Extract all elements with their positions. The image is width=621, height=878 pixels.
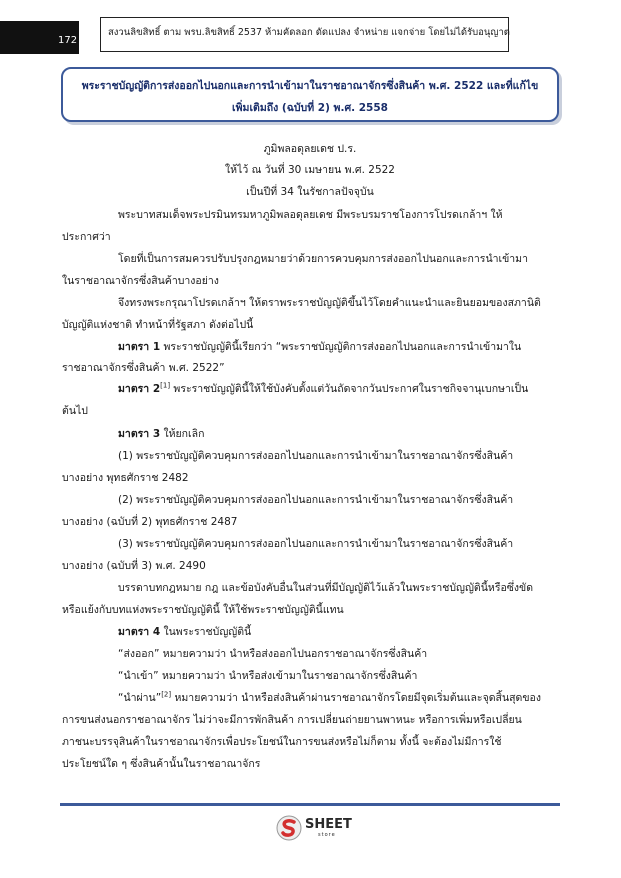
paragraph-enactment-2: บัญญัติแห่งชาติ ทำหน้าที่รัฐสภา ดังต่อไปนี้ <box>62 319 254 331</box>
sheet-store-logo-icon <box>276 815 302 841</box>
definition-transit <box>118 689 541 706</box>
section-2 <box>118 380 528 397</box>
section-2-label: มาตรา 2 <box>118 383 161 395</box>
section-3-item-3-cont: บางอย่าง (ฉบับที่ 3) พ.ศ. 2490 <box>62 560 206 572</box>
king-name: ภูมิพลอดุลยเดช ป.ร. <box>263 143 357 155</box>
paragraph-enactment-1: จึงทรงพระกรุณาโปรดเกล้าฯ ให้ตราพระราชบัญญัติขึ้นไว้โดยคำแนะนำและยินยอมของสภานิติ <box>118 297 541 309</box>
definition-export: “ส่งออก” หมายความว่า นำหรือส่งออกไปนอกราชอาณาจักรซึ่งสินค้า <box>118 648 428 660</box>
section-3-item-2: (2) พระราชบัญญัติควบคุมการส่งออกไปนอกและการนำเข้ามาในราชอาณาจักรซึ่งสินค้า <box>118 494 514 506</box>
page-number: 172 <box>58 35 78 46</box>
reign-year: เป็นปีที่ 34 ในรัชกาลปัจจุบัน <box>246 186 374 198</box>
logo-subtext: store <box>318 832 336 838</box>
paragraph-proclamation-2: ประกาศว่า <box>62 231 111 243</box>
paragraph-reason-2: ในราชอาณาจักรซึ่งสินค้าบางอย่าง <box>62 275 219 287</box>
definition-transit-text: หมายความว่า นำหรือส่งสินค้าผ่านราชอาณาจักรโดยมีจุดเริ่มต้นและจุดสิ้นสุดของ <box>174 692 541 704</box>
section-3-text: ให้ยกเลิก <box>163 428 205 440</box>
definition-import: “นำเข้า” หมายความว่า นำหรือส่งเข้ามาในราชอาณาจักรซึ่งสินค้า <box>118 670 418 682</box>
paragraph-reason-1: โดยที่เป็นการสมควรปรับปรุงกฎหมายว่าด้วยการควบคุมการส่งออกไปนอกและการนำเข้ามา <box>118 253 529 265</box>
section-4-label: มาตรา 4 <box>118 626 161 638</box>
section-1-cont: ราชอาณาจักรซึ่งสินค้า พ.ศ. 2522” <box>62 362 225 374</box>
section-3-paragraph-cont: หรือแย้งกับบทแห่งพระราชบัญญัตินี้ ให้ใช้พระราชบัญญัตินี้แทน <box>62 604 344 616</box>
copyright-notice: สงวนลิขสิทธิ์ ตาม พรบ.ลิขสิทธิ์ 2537 ห้ามคัดลอก ดัดแปลง จำหน่าย แจกจ่าย โดยไม่ได้รับอนุญาต <box>108 27 510 38</box>
section-3-item-2-cont: บางอย่าง (ฉบับที่ 2) พุทธศักราช 2487 <box>62 516 238 528</box>
section-1-text: พระราชบัญญัตินี้เรียกว่า “พระราชบัญญัติการส่งออกไปนอกและการนำเข้ามาใน <box>163 341 522 353</box>
given-date: ให้ไว้ ณ วันที่ 30 เมษายน พ.ศ. 2522 <box>225 164 395 176</box>
section-3 <box>118 425 204 442</box>
section-4 <box>118 623 251 640</box>
definition-transit-cont-3: ประโยชน์ใด ๆ ซึ่งสินค้านั้นในราชอาณาจักร <box>62 758 261 770</box>
section-3-item-1: (1) พระราชบัญญัติควบคุมการส่งออกไปนอกและการนำเข้ามาในราชอาณาจักรซึ่งสินค้า <box>118 450 514 462</box>
act-title-line-1: พระราชบัญญัติการส่งออกไปนอกและการนำเข้ามาในราชอาณาจักรซึ่งสินค้า พ.ศ. 2522 และที่แก้ไข <box>81 80 539 92</box>
definition-transit-cont-2: ภาชนะบรรจุสินค้าในราชอาณาจักรเพื่อประโยชน์ในการขนส่งหรือไม่ก็ตาม ทั้งนี้ จะต้องไม่มีการใช้ <box>62 736 502 748</box>
footnote-ref-1[interactable]: [1] <box>160 381 171 390</box>
act-title-line-2: เพิ่มเติมถึง (ฉบับที่ 2) พ.ศ. 2558 <box>232 102 388 114</box>
section-1-label: มาตรา 1 <box>118 341 161 353</box>
section-3-paragraph: บรรดาบทกฎหมาย กฎ และข้อบังคับอื่นในส่วนที่มีบัญญัติไว้แล้วในพระราชบัญญัตินี้หรือซึ่งขัด <box>118 582 534 594</box>
section-3-label: มาตรา 3 <box>118 428 161 440</box>
section-2-cont: ต้นไป <box>62 405 88 417</box>
definition-transit-term: “นำผ่าน” <box>118 692 162 704</box>
section-4-text: ในพระราชบัญญัตินี้ <box>163 626 252 638</box>
section-3-item-1-cont: บางอย่าง พุทธศักราช 2482 <box>62 472 189 484</box>
footnote-ref-2[interactable]: [2] <box>161 690 172 699</box>
logo-text: SHEET <box>305 817 352 832</box>
footer-rule <box>60 803 560 806</box>
paragraph-proclamation-1: พระบาทสมเด็จพระปรมินทรมหาภูมิพลอดุลยเดช มีพระบรมราชโองการโปรดเกล้าฯ ให้ <box>118 209 503 221</box>
definition-transit-cont-1: การขนส่งนอกราชอาณาจักร ไม่ว่าจะมีการพักสินค้า การเปลี่ยนถ่ายยานพาหนะ หรือการเพิ่มหรือเปลี่ยน <box>62 714 522 726</box>
section-2-text: พระราชบัญญัตินี้ให้ใช้บังคับตั้งแต่วันถัดจากวันประกาศในราชกิจจานุเบกษาเป็น <box>173 383 529 395</box>
section-3-item-3: (3) พระราชบัญญัติควบคุมการส่งออกไปนอกและการนำเข้ามาในราชอาณาจักรซึ่งสินค้า <box>118 538 514 550</box>
section-1 <box>118 338 521 355</box>
